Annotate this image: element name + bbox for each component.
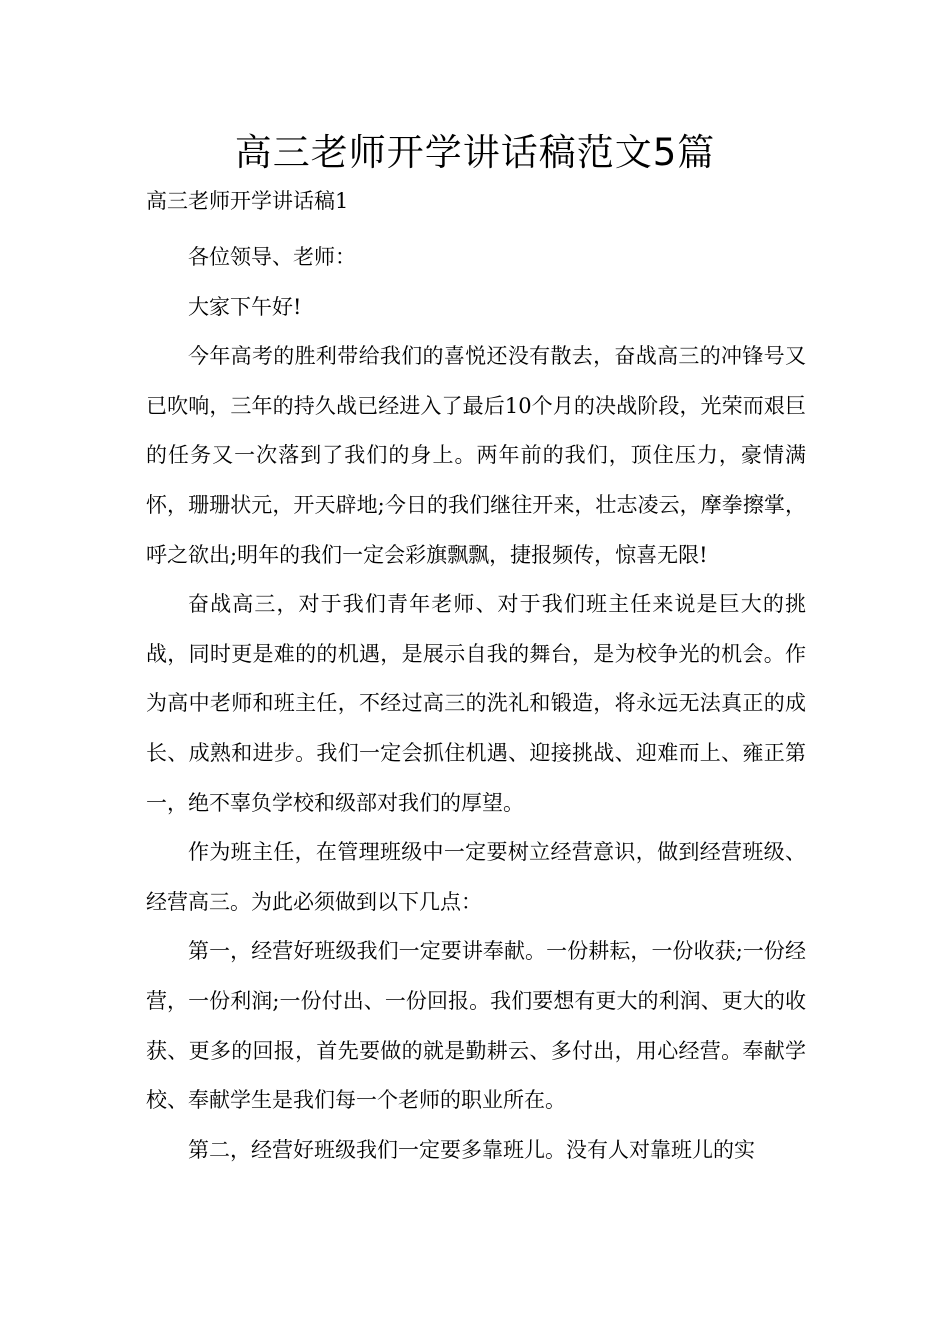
speech-body bbox=[146, 233, 806, 1175]
paragraph-challenge: 奋战高三，对于我们青年老师、对于我们班主任来说是巨大的挑战，同时更是难的的机遇，是展示自我的舞台，是为校争光的机会。作为高中老师和班主任，不经过高三的洗礼和锻造，将永远无法真正的成长、成熟和进步。我们一定会抓住机遇、迎接挑战、迎难而上、雍正第一，绝不辜负学校和级部对我们的厚望。 bbox=[146, 592, 806, 815]
paragraph-management: 作为班主任，在管理班级中一定要树立经营意识，做到经营班级、经营高三。为此必须做到以下几点： bbox=[146, 840, 806, 914]
paragraph-point-one: 第一，经营好班级我们一定要讲奉献。一份耕耘，一份收获;一份经营，一份利润;一份付出、一份回报。我们要想有更大的利润、更大的收获、更多的回报，首先要做的就是勤耕云、多付出，用心经营。奉献学校、奉献学生是我们每一个老师的职业所在。 bbox=[146, 939, 806, 1113]
paragraph-intro: 今年高考的胜利带给我们的喜悦还没有散去，奋战高三的冲锋号又已吹响，三年的持久战已经进入了最后10个月的决战阶段，光荣而艰巨的任务又一次落到了我们的身上。两年前的我们，顶住压力，豪情满怀，珊珊状元，开天辟地;今日的我们继往开来，壮志凌云，摩拳擦掌，呼之欲出;明年的我们一定会彩旗飘飘，捷报频传，惊喜无限! bbox=[146, 344, 806, 567]
paragraph-point-two: 第二，经营好班级我们一定要多靠班儿。没有人对靠班儿的实 bbox=[188, 1137, 755, 1162]
paragraph-greeting: 各位领导、老师： bbox=[188, 245, 356, 269]
paragraph-salutation: 大家下午好! bbox=[188, 294, 302, 319]
speech-subheading: 高三老师开学讲话稿1 bbox=[146, 189, 349, 213]
document-title: 高三老师开学讲话稿范文5篇 bbox=[234, 131, 716, 174]
